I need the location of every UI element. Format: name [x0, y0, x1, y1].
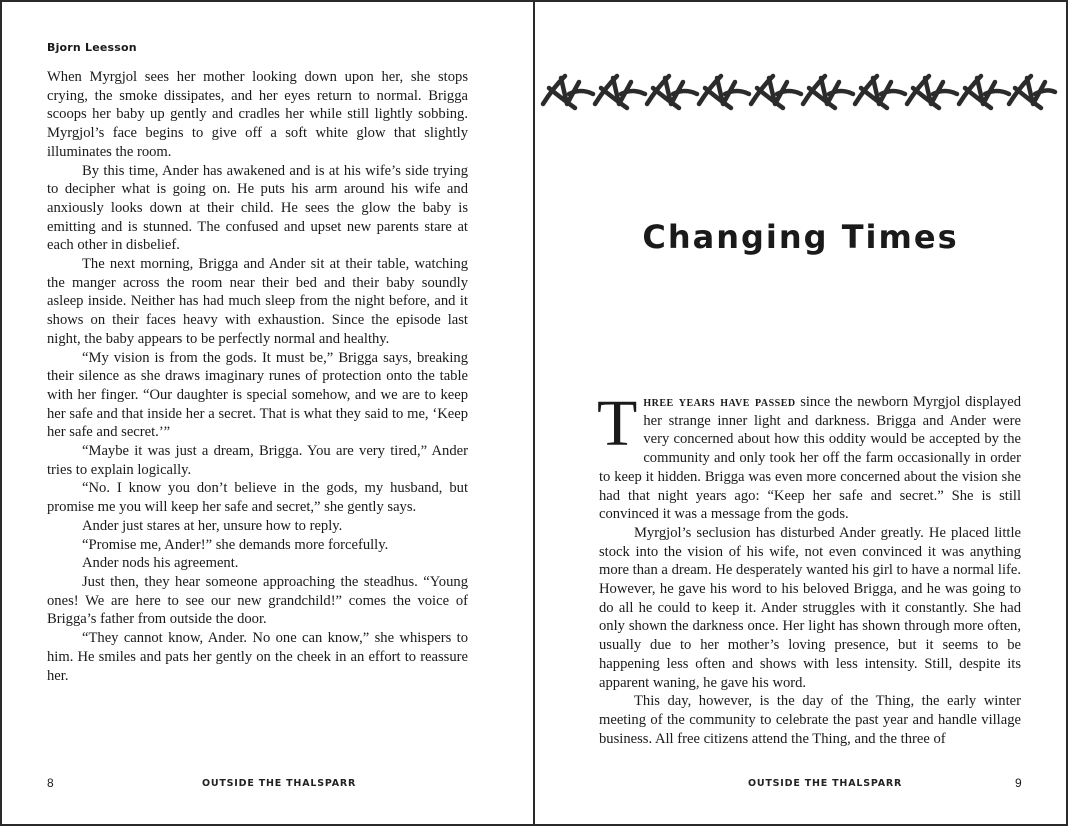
drop-cap: T [597, 387, 638, 460]
footer-book-title-left: OUTSIDE THE THALSPARR [202, 778, 357, 789]
paragraph: Just then, they hear someone approaching the steadhus. “Young ones! We are here to see our new grandchild!” comes the voice of Brigga’s father from outside the door. [47, 573, 468, 628]
running-head-author: Bjorn Leesson [47, 41, 137, 54]
opening-paragraph-text: since the newborn Myrgjol displayed her strange inner light and darkness. Brigga and Ander were very concerned about how this oddity would be accepted by the community and only took her off the farm occasionally in order to keep it hidden. Brigga was even more concerned about the vision she had that night years ago: “Keep her safe and secret.” She is still convinced it was a message from the gods. [599, 394, 1022, 523]
paragraph: When Myrgjol sees her mother looking down upon her, she stops crying, the smoke dissipates, and her eyes return to normal. Brigga scoops her baby up gently and cradles her while still lightly sobbing. Myrgjol’s face begins to give off a soft white glow that slightly illuminates the room. [47, 69, 468, 160]
paragraph: “They cannot know, Ander. No one can know,” she whispers to him. He smiles and pats her gently on the cheek in an effort to reassure her. [47, 630, 468, 684]
chapter-title: Changing Times [642, 218, 959, 256]
opening-paragraph [597, 387, 1022, 524]
paragraph: Ander nods his agreement. [82, 555, 239, 572]
paragraph: Myrgjol’s seclusion has disturbed Ander greatly. He placed little stock into the vision of his wife, not even convinced it was anything more than a dream. He desperately wanted his girl to have a normal life. However, he gave his word to his beloved Brigga, and he was going to do all he could to keep it. Ander struggles with it constantly. She had only shown the darkness once. Her light has shown through more often, usually due to her mother’s loving presence, but it seems to be happening less often and shows with less intensity. Still, despite its apparent waning, he gave his word. [599, 524, 1021, 691]
rune-border-ornament-icon [539, 68, 1059, 118]
paragraph: “No. I know you don’t believe in the gods, my husband, but promise me you will keep her safe and secret,” she gently says. [47, 480, 468, 516]
paragraph: Ander just stares at her, unsure how to reply. [82, 517, 343, 534]
footer-book-title-right: OUTSIDE THE THALSPARR [748, 778, 903, 789]
page-number-left: 8 [47, 776, 54, 790]
page-number-right: 9 [1015, 776, 1022, 790]
left-page-body [47, 68, 468, 685]
right-page [535, 0, 1066, 822]
paragraph: By this time, Ander has awakened and is at his wife’s side trying to decipher what is going on. He puts his arm around his wife and anxiously looks down at their child. He sees the glow the baby is emitting and is stunned. The confused and upset new parents stare at each other in disbelief. [47, 162, 468, 254]
paragraph: This day, however, is the day of the Thing, the early winter meeting of the community to celebrate the past year and handle village business. All free citizens attend the Thing, and the three of [599, 693, 1021, 747]
paragraph: “Promise me, Ander!” she demands more forcefully. [82, 536, 389, 553]
left-page [2, 0, 533, 822]
lead-in-smallcaps: hree years have passed [643, 394, 796, 410]
paragraph: “Maybe it was just a dream, Brigga. You are very tired,” Ander tries to explain logically. [47, 443, 468, 478]
right-page-body [597, 387, 1022, 748]
paragraph: The next morning, Brigga and Ander sit at their table, watching the manger across the room near their bed and their baby soundly asleep inside. Neither has had much sleep from the night before, and it shows on their faces heavy with exhaustion. Since the episode last night, the baby appears to be perfectly normal and healthy. [47, 256, 468, 347]
paragraph: “My vision is from the gods. It must be,” Brigga says, breaking their silence as she draws imaginary runes of protection onto the table with her finger. “Our daughter is special somehow, and we are to keep her safe and that inside her a secret. That is what they said to me, ‘Keep her safe and secret.’” [47, 349, 468, 441]
